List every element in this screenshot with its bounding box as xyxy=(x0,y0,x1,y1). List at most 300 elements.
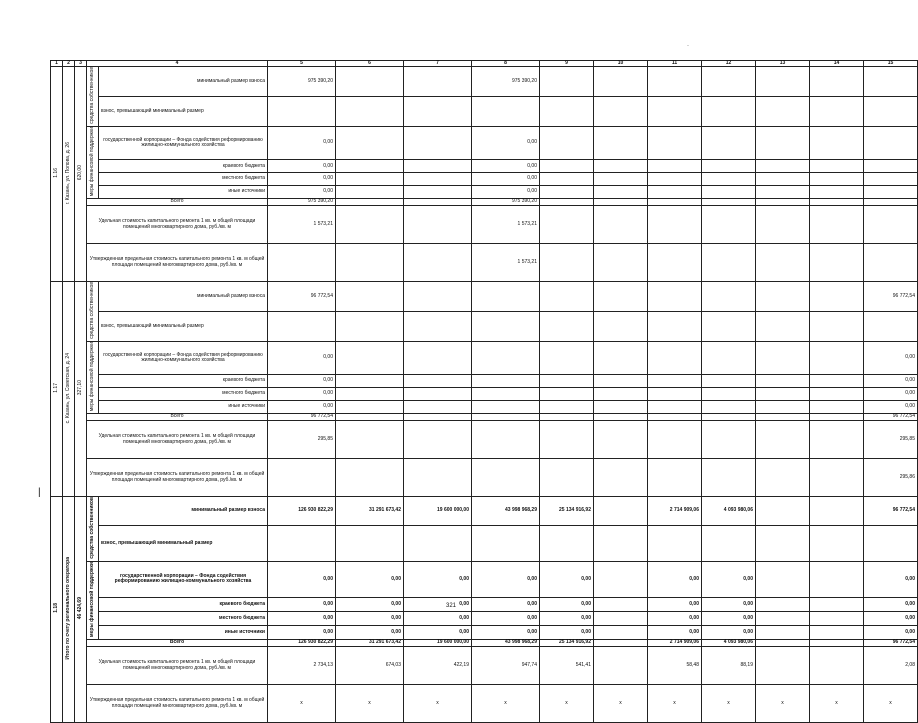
section-number xyxy=(51,496,63,722)
value-cell xyxy=(756,597,810,611)
row-label: Удельная стоимость капитального ремонта 1 кв. м общей площади помещений многоквартирного дома, руб./кв. м xyxy=(87,420,268,458)
value-cell xyxy=(810,387,864,400)
value-cell xyxy=(594,611,648,625)
row-label: Утвержденная предельная стоимость капитального ремонта 1 кв. м общей площади помещений многоквартирного дома, руб./кв. м xyxy=(87,458,268,496)
value-cell xyxy=(702,387,756,400)
section-area xyxy=(75,496,87,722)
value-cell xyxy=(540,400,594,413)
value-cell xyxy=(594,646,648,684)
table-row xyxy=(51,561,918,597)
value-cell xyxy=(540,185,594,198)
table-row xyxy=(51,611,918,625)
table-row xyxy=(51,160,918,173)
value-cell xyxy=(594,67,648,97)
value-cell xyxy=(404,281,472,311)
value-cell xyxy=(756,160,810,173)
value-cell: 0,00 xyxy=(864,387,918,400)
value-cell xyxy=(702,525,756,561)
value-cell: 2 734,13 xyxy=(268,646,336,684)
value-cell: x xyxy=(810,684,864,722)
group-support xyxy=(87,561,99,639)
value-cell xyxy=(756,281,810,311)
value-cell xyxy=(702,400,756,413)
value-cell xyxy=(472,525,540,561)
value-cell: 0,00 xyxy=(404,625,472,639)
value-cell xyxy=(472,420,540,458)
value-cell: x xyxy=(540,684,594,722)
table-row xyxy=(51,639,918,646)
value-cell xyxy=(540,205,594,243)
value-cell: 0,00 xyxy=(404,611,472,625)
column-header: 3 xyxy=(75,61,87,67)
table-row xyxy=(51,185,918,198)
value-cell xyxy=(594,205,648,243)
value-cell xyxy=(648,458,702,496)
value-cell xyxy=(864,67,918,97)
value-cell: 0,00 xyxy=(702,611,756,625)
value-cell xyxy=(810,625,864,639)
value-cell: 0,00 xyxy=(268,173,336,186)
value-cell xyxy=(594,160,648,173)
table-row xyxy=(51,496,918,525)
value-cell xyxy=(864,160,918,173)
value-cell: 25 134 916,92 xyxy=(540,639,594,646)
value-cell xyxy=(594,561,648,597)
value-cell xyxy=(756,639,810,646)
column-header: 9 xyxy=(540,61,594,67)
table-row xyxy=(51,67,918,97)
value-cell xyxy=(594,387,648,400)
value-cell xyxy=(540,341,594,374)
table-row xyxy=(51,458,918,496)
value-cell: 0,00 xyxy=(268,597,336,611)
value-cell xyxy=(648,387,702,400)
value-cell: 2,08 xyxy=(864,646,918,684)
value-cell xyxy=(594,185,648,198)
value-cell xyxy=(336,96,404,126)
value-cell: 0,00 xyxy=(864,375,918,388)
value-cell xyxy=(756,387,810,400)
value-cell xyxy=(810,496,864,525)
value-cell xyxy=(404,525,472,561)
page-number: 321 xyxy=(446,603,457,609)
value-cell xyxy=(864,96,918,126)
value-cell: 0,00 xyxy=(648,561,702,597)
value-cell xyxy=(810,160,864,173)
value-cell xyxy=(648,400,702,413)
value-cell xyxy=(336,420,404,458)
row-label: местного бюджета xyxy=(99,173,268,186)
value-cell xyxy=(336,205,404,243)
value-cell: 295,86 xyxy=(864,458,918,496)
table-row xyxy=(51,625,918,639)
value-cell xyxy=(594,126,648,159)
table-row xyxy=(51,413,918,420)
row-label: иные источники xyxy=(99,185,268,198)
value-cell: 0,00 xyxy=(472,173,540,186)
value-cell xyxy=(756,205,810,243)
value-cell: 0,00 xyxy=(268,341,336,374)
value-cell xyxy=(810,341,864,374)
value-cell xyxy=(336,375,404,388)
value-cell xyxy=(702,341,756,374)
value-cell xyxy=(864,126,918,159)
column-header: 7 xyxy=(404,61,472,67)
value-cell xyxy=(648,198,702,205)
value-cell: 1 573,21 xyxy=(472,205,540,243)
value-cell: 0,00 xyxy=(864,400,918,413)
value-cell xyxy=(336,525,404,561)
column-header: 5 xyxy=(268,61,336,67)
value-cell xyxy=(336,243,404,281)
value-cell xyxy=(336,198,404,205)
value-cell: 96 772,54 xyxy=(864,496,918,525)
column-header: 1 xyxy=(51,61,63,67)
value-cell: 0,00 xyxy=(472,611,540,625)
value-cell xyxy=(594,281,648,311)
value-cell xyxy=(404,341,472,374)
table-row xyxy=(51,126,918,159)
row-label: минимальный размер взноса xyxy=(99,281,268,311)
value-cell xyxy=(648,205,702,243)
value-cell xyxy=(594,243,648,281)
value-cell xyxy=(268,458,336,496)
value-cell xyxy=(472,400,540,413)
section-address-text: Итого по счету регионального оператора xyxy=(65,557,71,660)
value-cell xyxy=(864,205,918,243)
value-cell xyxy=(756,400,810,413)
value-cell xyxy=(810,597,864,611)
value-cell: 96 772,54 xyxy=(864,413,918,420)
value-cell: 19 600 000,00 xyxy=(404,496,472,525)
value-cell xyxy=(540,525,594,561)
value-cell: 0,00 xyxy=(268,185,336,198)
row-label: местного бюджета xyxy=(99,611,268,625)
value-cell: 0,00 xyxy=(268,625,336,639)
value-cell xyxy=(648,185,702,198)
section-area-text: 46 424,69 xyxy=(77,597,83,620)
value-cell: 0,00 xyxy=(540,561,594,597)
group-contribution-text: средства собственников xyxy=(89,496,95,559)
row-label: Всего xyxy=(87,639,268,646)
value-cell: x xyxy=(336,684,404,722)
row-label: краевого бюджета xyxy=(99,160,268,173)
value-cell: 0,00 xyxy=(540,611,594,625)
section-number xyxy=(51,67,63,282)
value-cell xyxy=(540,243,594,281)
row-label: взнос, превышающий минимальный размер xyxy=(99,96,268,126)
value-cell: x xyxy=(702,684,756,722)
value-cell xyxy=(702,281,756,311)
value-cell xyxy=(756,67,810,97)
value-cell xyxy=(336,281,404,311)
table-row xyxy=(51,646,918,684)
column-header: 6 xyxy=(336,61,404,67)
group-contribution-text: средства собственников xyxy=(89,281,95,339)
value-cell: 31 291 673,42 xyxy=(336,639,404,646)
column-header: 10 xyxy=(594,61,648,67)
section-area-text: 327,10 xyxy=(77,380,83,396)
value-cell xyxy=(864,525,918,561)
value-cell xyxy=(756,243,810,281)
value-cell xyxy=(702,243,756,281)
value-cell xyxy=(702,413,756,420)
value-cell xyxy=(702,96,756,126)
value-cell xyxy=(472,375,540,388)
value-cell: 0,00 xyxy=(702,561,756,597)
row-label: взнос, превышающий минимальный размер xyxy=(99,311,268,341)
table-row xyxy=(51,173,918,186)
row-label: местного бюджета xyxy=(99,387,268,400)
value-cell: 4 093 980,06 xyxy=(702,496,756,525)
row-label: иные источники xyxy=(99,625,268,639)
value-cell xyxy=(810,525,864,561)
table-row xyxy=(51,205,918,243)
value-cell: x xyxy=(594,684,648,722)
value-cell: x xyxy=(756,684,810,722)
column-header: 15 xyxy=(864,61,918,67)
value-cell: 0,00 xyxy=(336,625,404,639)
stray-mark: | xyxy=(38,487,41,498)
value-cell xyxy=(810,185,864,198)
value-cell xyxy=(404,173,472,186)
value-cell xyxy=(594,96,648,126)
value-cell xyxy=(404,67,472,97)
value-cell: x xyxy=(472,684,540,722)
value-cell xyxy=(702,173,756,186)
value-cell xyxy=(594,525,648,561)
value-cell xyxy=(702,311,756,341)
value-cell xyxy=(702,67,756,97)
value-cell xyxy=(810,611,864,625)
value-cell xyxy=(268,525,336,561)
value-cell xyxy=(404,311,472,341)
column-header: 14 xyxy=(810,61,864,67)
value-cell: 0,00 xyxy=(336,561,404,597)
value-cell xyxy=(594,173,648,186)
row-label: Всего xyxy=(87,198,268,205)
value-cell xyxy=(648,311,702,341)
section-address xyxy=(63,67,75,282)
value-cell: 975 390,20 xyxy=(268,67,336,97)
group-contribution-text: средства собственников xyxy=(89,67,95,124)
value-cell xyxy=(472,413,540,420)
value-cell xyxy=(648,413,702,420)
value-cell xyxy=(594,375,648,388)
value-cell xyxy=(594,413,648,420)
row-label: Утвержденная предельная стоимость капитального ремонта 1 кв. м общей площади помещений многоквартирного дома, руб./кв. м xyxy=(87,684,268,722)
section-address xyxy=(63,496,75,722)
value-cell xyxy=(702,458,756,496)
value-cell xyxy=(404,375,472,388)
value-cell xyxy=(594,458,648,496)
value-cell: 126 930 822,29 xyxy=(268,496,336,525)
value-cell xyxy=(864,311,918,341)
value-cell xyxy=(756,525,810,561)
value-cell xyxy=(540,311,594,341)
value-cell xyxy=(810,243,864,281)
value-cell xyxy=(540,387,594,400)
value-cell xyxy=(810,420,864,458)
value-cell xyxy=(404,387,472,400)
value-cell xyxy=(336,173,404,186)
value-cell xyxy=(540,281,594,311)
value-cell xyxy=(756,375,810,388)
value-cell xyxy=(756,413,810,420)
value-cell xyxy=(702,375,756,388)
value-cell xyxy=(336,67,404,97)
value-cell: 0,00 xyxy=(648,625,702,639)
value-cell xyxy=(648,341,702,374)
value-cell: 2 714 909,06 xyxy=(648,639,702,646)
value-cell xyxy=(648,173,702,186)
value-cell xyxy=(810,400,864,413)
row-label: минимальный размер взноса xyxy=(99,67,268,97)
value-cell xyxy=(268,311,336,341)
value-cell xyxy=(540,413,594,420)
value-cell xyxy=(540,67,594,97)
group-support xyxy=(87,126,99,198)
value-cell xyxy=(756,185,810,198)
value-cell xyxy=(756,96,810,126)
value-cell xyxy=(702,205,756,243)
value-cell xyxy=(810,67,864,97)
value-cell xyxy=(336,311,404,341)
value-cell xyxy=(810,458,864,496)
value-cell xyxy=(810,198,864,205)
value-cell xyxy=(756,611,810,625)
value-cell xyxy=(336,413,404,420)
value-cell: 126 930 822,29 xyxy=(268,639,336,646)
value-cell: 0,00 xyxy=(702,597,756,611)
value-cell xyxy=(648,420,702,458)
value-cell: 0,00 xyxy=(268,160,336,173)
value-cell xyxy=(336,458,404,496)
value-cell xyxy=(404,198,472,205)
value-cell xyxy=(810,646,864,684)
value-cell xyxy=(810,413,864,420)
value-cell: 975 390,20 xyxy=(472,198,540,205)
table-row xyxy=(51,375,918,388)
value-cell xyxy=(268,96,336,126)
value-cell xyxy=(756,126,810,159)
value-cell xyxy=(810,311,864,341)
value-cell xyxy=(404,458,472,496)
value-cell xyxy=(864,173,918,186)
value-cell: 96 772,54 xyxy=(268,413,336,420)
row-label: Удельная стоимость капитального ремонта 1 кв. м общей площади помещений многоквартирного дома, руб./кв. м xyxy=(87,646,268,684)
value-cell: 0,00 xyxy=(864,611,918,625)
value-cell: x xyxy=(268,684,336,722)
section-address-text: с. Казань, ул. Советская, д. 24 xyxy=(65,352,71,424)
value-cell: 96 772,54 xyxy=(268,281,336,311)
value-cell: 0,00 xyxy=(268,375,336,388)
column-header: 4 xyxy=(87,61,268,67)
value-cell xyxy=(702,185,756,198)
value-cell: 0,00 xyxy=(540,625,594,639)
value-cell xyxy=(594,597,648,611)
value-cell: 0,00 xyxy=(268,387,336,400)
group-contribution xyxy=(87,67,99,127)
value-cell xyxy=(648,67,702,97)
value-cell xyxy=(756,198,810,205)
table-row xyxy=(51,96,918,126)
value-cell: 0,00 xyxy=(268,400,336,413)
value-cell: 0,00 xyxy=(864,561,918,597)
row-label: Утвержденная предельная стоимость капитального ремонта 1 кв. м общей площади помещений многоквартирного дома, руб./кв. м xyxy=(87,243,268,281)
value-cell xyxy=(472,387,540,400)
value-cell xyxy=(756,625,810,639)
value-cell xyxy=(404,126,472,159)
table-row xyxy=(51,198,918,205)
value-cell xyxy=(336,185,404,198)
value-cell xyxy=(756,561,810,597)
value-cell xyxy=(540,96,594,126)
value-cell: 0,00 xyxy=(268,611,336,625)
value-cell: 96 772,54 xyxy=(864,639,918,646)
value-cell xyxy=(756,646,810,684)
row-label: взнос, превышающий минимальный размер xyxy=(99,525,268,561)
value-cell: 96 772,54 xyxy=(864,281,918,311)
value-cell xyxy=(756,420,810,458)
section-area xyxy=(75,281,87,496)
value-cell xyxy=(540,173,594,186)
value-cell: 0,00 xyxy=(472,597,540,611)
value-cell: 0,00 xyxy=(864,341,918,374)
table-row xyxy=(51,597,918,611)
value-cell xyxy=(702,420,756,458)
value-cell: 58,48 xyxy=(648,646,702,684)
value-cell xyxy=(648,96,702,126)
value-cell xyxy=(472,458,540,496)
value-cell xyxy=(540,160,594,173)
section-area-text: 620,00 xyxy=(77,165,83,181)
section-area xyxy=(75,67,87,282)
value-cell: 0,00 xyxy=(472,126,540,159)
value-cell xyxy=(756,341,810,374)
value-cell: 2 714 909,06 xyxy=(648,496,702,525)
table-row xyxy=(51,243,918,281)
value-cell: 88,19 xyxy=(702,646,756,684)
section-number xyxy=(51,281,63,496)
value-cell: 674,03 xyxy=(336,646,404,684)
stray-dot: · xyxy=(687,43,689,49)
value-cell xyxy=(404,160,472,173)
section-address xyxy=(63,281,75,496)
value-cell xyxy=(472,96,540,126)
row-label: государственной корпорации – Фонда содействия реформированию жилищно-коммунального хозяйства xyxy=(99,561,268,597)
row-label: краевого бюджета xyxy=(99,597,268,611)
value-cell: 0,00 xyxy=(336,611,404,625)
value-cell: 0,00 xyxy=(472,625,540,639)
value-cell xyxy=(404,243,472,281)
value-cell xyxy=(756,311,810,341)
value-cell xyxy=(336,387,404,400)
value-cell xyxy=(404,413,472,420)
table-row xyxy=(51,420,918,458)
value-cell xyxy=(648,160,702,173)
column-header: 8 xyxy=(472,61,540,67)
table-row xyxy=(51,684,918,722)
value-cell xyxy=(594,420,648,458)
value-cell xyxy=(864,198,918,205)
column-header: 2 xyxy=(63,61,75,67)
table-row xyxy=(51,341,918,374)
value-cell xyxy=(810,639,864,646)
value-cell xyxy=(540,420,594,458)
value-cell xyxy=(472,311,540,341)
value-cell xyxy=(756,496,810,525)
